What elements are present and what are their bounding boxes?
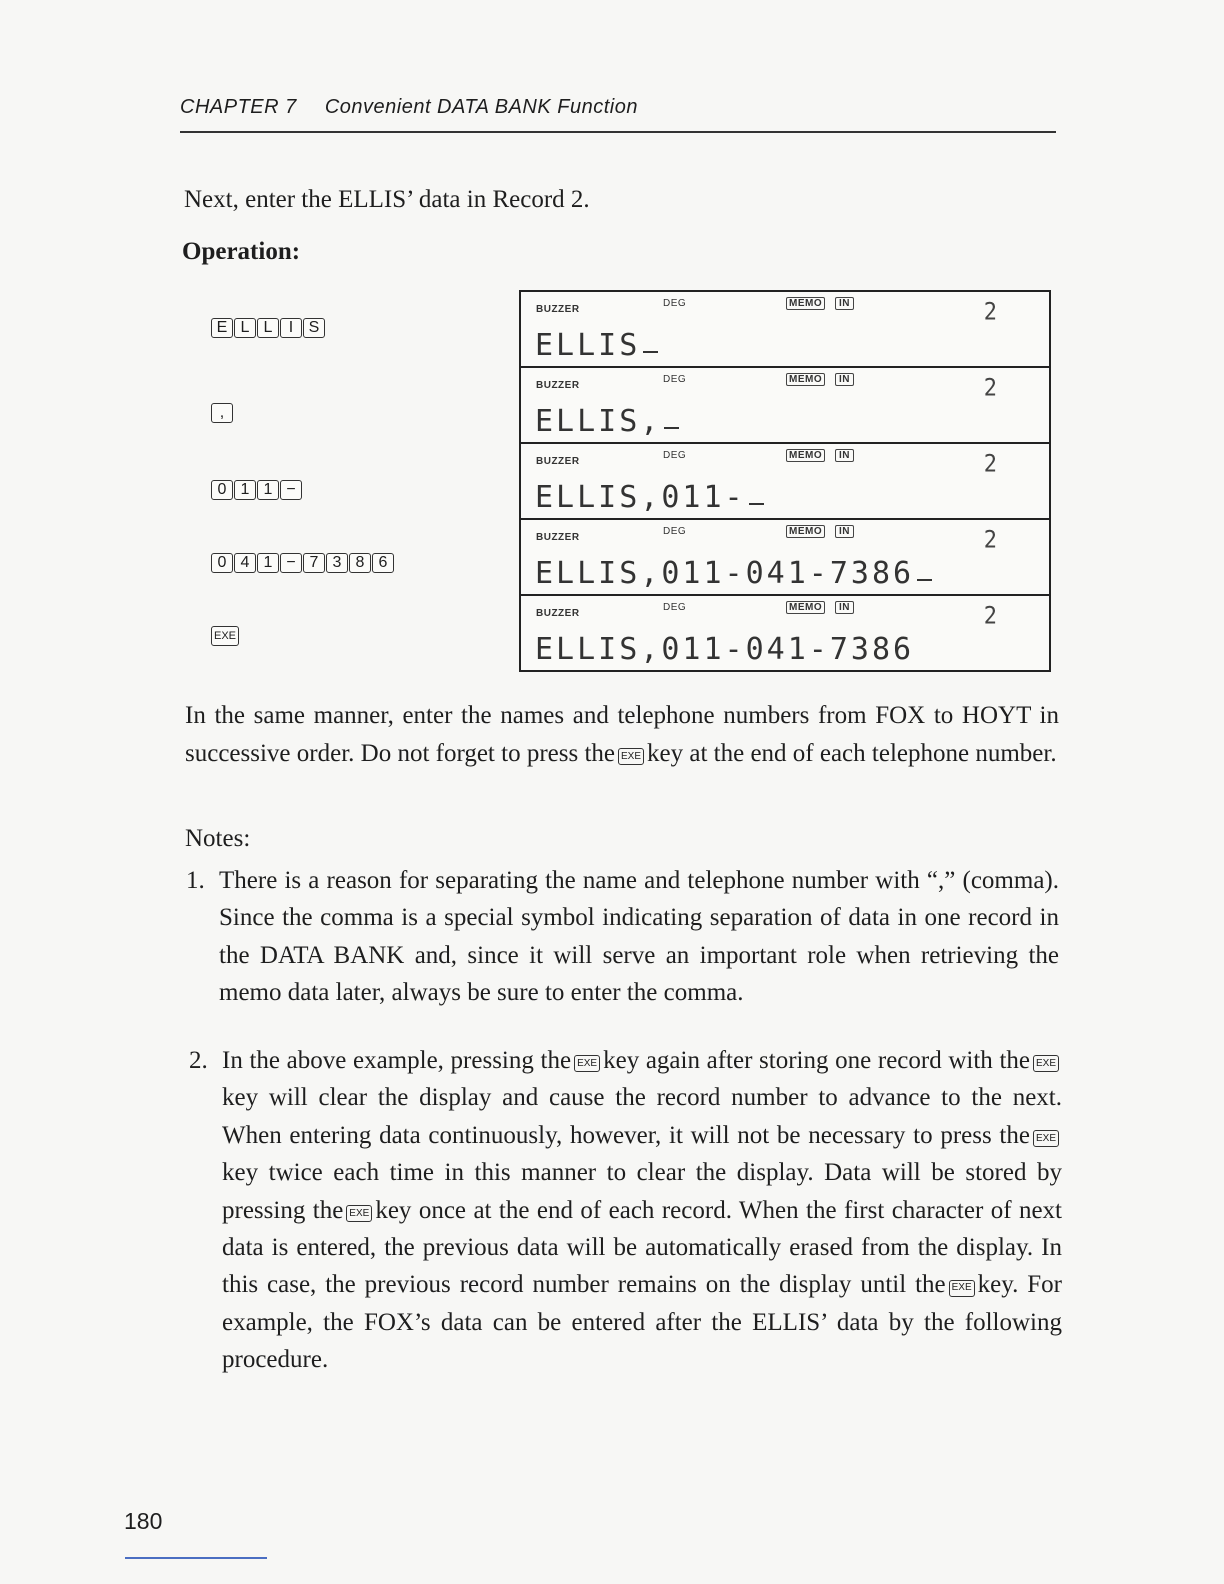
lcd-text-value: ELLIS	[535, 328, 641, 363]
in-indicator: IN	[835, 601, 854, 614]
key-minus: −	[280, 553, 302, 573]
lcd-text	[535, 556, 932, 591]
notes-heading: Notes:	[185, 825, 251, 852]
exe-key-icon: EXE	[574, 1055, 600, 1072]
deg-indicator: DEG	[663, 374, 687, 385]
memo-indicator: MEMO	[786, 449, 825, 462]
chapter-label: CHAPTER 7	[180, 96, 297, 118]
deg-indicator: DEG	[663, 298, 687, 309]
lcd-text	[535, 480, 764, 515]
key-s: S	[303, 318, 325, 338]
lcd-text	[535, 404, 679, 439]
lcd-text	[535, 632, 914, 667]
note-number: 2.	[189, 1047, 208, 1074]
record-number: 2	[983, 526, 997, 555]
note-text-part: key twice each time in this manner to clear the display. Data will be stored by pressing the	[222, 1159, 1062, 1224]
cursor-underscore	[749, 503, 764, 505]
lcd-text-value: ELLIS,011-041-7386	[535, 632, 915, 667]
cursor-underscore	[917, 579, 932, 581]
deg-indicator: DEG	[663, 602, 687, 613]
key-3: 3	[326, 553, 348, 573]
key-1: 1	[234, 480, 256, 500]
lcd-text-value: ELLIS,	[535, 404, 662, 439]
key-l: L	[257, 318, 279, 338]
record-number: 2	[983, 602, 997, 631]
paragraph-part-a: In the same manner, enter the names and telephone numbers from FOX to HOYT in successive order. Do not forget to press the	[185, 702, 1059, 767]
buzzer-indicator: BUZZER	[536, 608, 580, 619]
memo-indicator: MEMO	[786, 297, 825, 310]
note-number: 1.	[186, 867, 205, 894]
exe-key-icon: EXE	[1033, 1055, 1059, 1072]
in-indicator: IN	[835, 297, 854, 310]
record-number: 2	[983, 298, 997, 327]
cursor-underscore	[664, 427, 679, 429]
note-item-1	[186, 862, 1060, 1022]
buzzer-indicator: BUZZER	[536, 456, 580, 467]
lcd-text	[535, 328, 658, 363]
deg-indicator: DEG	[663, 526, 687, 537]
note-text-part: key. For example, the FOX’s data can be entered after the ELLIS’ data by the following procedure.	[222, 1271, 1063, 1374]
key-exe: EXE	[211, 626, 239, 646]
lcd-text-value: ELLIS,011-041-7386	[535, 556, 915, 591]
memo-indicator: MEMO	[786, 525, 825, 538]
key-sequence-2	[211, 403, 233, 423]
lcd-display-4	[519, 518, 1051, 596]
note-text: There is a reason for separating the name and telephone number with “,” (comma). Since the comma is a special symbol indicating separation of data in one record in the DATA BANK and, since it will serve an important role when retrieving the memo data later, always be sure to enter the comma.	[219, 867, 1059, 1007]
footer-rule	[125, 1557, 267, 1559]
key-i: I	[280, 318, 302, 338]
record-number: 2	[983, 374, 997, 403]
operation-heading: Operation:	[182, 238, 301, 265]
key-sequence-1	[211, 318, 325, 338]
exe-key-icon: EXE	[346, 1205, 372, 1222]
buzzer-indicator: BUZZER	[536, 304, 580, 315]
record-number: 2	[983, 450, 997, 479]
key-minus: −	[280, 480, 302, 500]
key-0: 0	[211, 480, 233, 500]
key-1: 1	[257, 480, 279, 500]
lcd-display-3	[519, 442, 1051, 520]
key-8: 8	[349, 553, 371, 573]
key-l: L	[234, 318, 256, 338]
paragraph-part-b: key at the end of each telephone number.	[647, 739, 1057, 767]
key-4: 4	[234, 553, 256, 573]
lcd-display-1	[519, 290, 1051, 368]
lcd-display-2	[519, 366, 1051, 444]
buzzer-indicator: BUZZER	[536, 380, 580, 391]
lcd-text-value: ELLIS,011-	[535, 480, 746, 515]
key-sequence-4	[211, 553, 394, 573]
lcd-display-stack	[519, 290, 1051, 670]
key-0: 0	[211, 553, 233, 573]
in-indicator: IN	[835, 373, 854, 386]
key-sequence-3	[211, 480, 302, 500]
intro-text: Next, enter the ELLIS’ data in Record 2.	[184, 186, 590, 213]
key-1: 1	[257, 553, 279, 573]
key-sequence-5	[211, 626, 239, 646]
memo-indicator: MEMO	[786, 373, 825, 386]
instruction-paragraph	[185, 697, 1059, 772]
deg-indicator: DEG	[663, 450, 687, 461]
key-7: 7	[303, 553, 325, 573]
key-comma: ,	[211, 403, 233, 423]
in-indicator: IN	[835, 525, 854, 538]
key-e: E	[211, 318, 233, 338]
note-text-part: key again after storing one record with the	[603, 1047, 1030, 1074]
note-text	[222, 1042, 1062, 1379]
note-text-part: In the above example, pressing the	[222, 1047, 572, 1074]
note-item-2	[189, 1042, 1063, 1382]
note-text-part: key once at the end of each record. When the first character of next data is entered, the previous data will be automatically erased from the display. In this case, the previous record number remains on the display until the	[222, 1196, 1062, 1299]
lcd-display-5	[519, 594, 1051, 672]
key-6: 6	[372, 553, 394, 573]
note-text-part: key will clear the display and cause the record number to advance to the next. When entering data continuously, however, it will not be necessary to press the	[222, 1084, 1062, 1149]
exe-key-icon: EXE	[949, 1280, 975, 1297]
page-number: 180	[124, 1508, 163, 1534]
exe-key-icon: EXE	[618, 748, 644, 765]
chapter-header	[180, 96, 1056, 133]
chapter-title: Convenient DATA BANK Function	[324, 96, 638, 118]
cursor-underscore	[643, 351, 658, 353]
memo-indicator: MEMO	[786, 601, 825, 614]
exe-key-icon: EXE	[1033, 1130, 1059, 1147]
in-indicator: IN	[835, 449, 854, 462]
buzzer-indicator: BUZZER	[536, 532, 580, 543]
